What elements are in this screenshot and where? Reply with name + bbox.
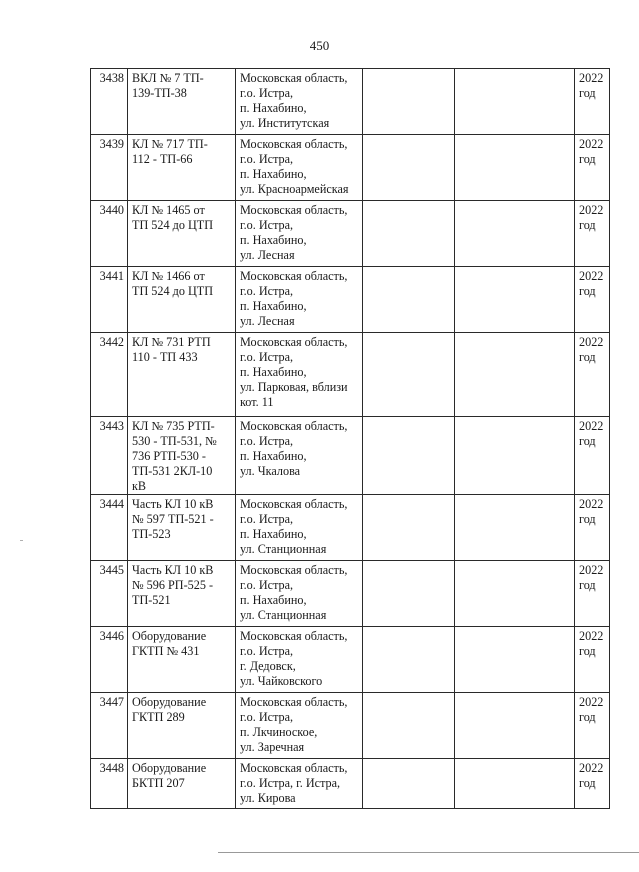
- object-name-text: КЛ № 1465 от ТП 524 до ЦТП: [132, 203, 214, 232]
- row-number-text: 3448: [99, 761, 124, 775]
- table-row: [91, 201, 610, 267]
- object-name-text: Оборудование ГКТП 289: [132, 695, 207, 724]
- empty-cell: [363, 333, 455, 417]
- year-text: 2022 год: [579, 203, 604, 232]
- year-text: 2022 год: [579, 629, 604, 658]
- object-name-text: Часть КЛ 10 кВ № 596 РП-525 - ТП-521: [132, 563, 214, 607]
- object-name-text: ВКЛ № 7 ТП- 139-ТП-38: [132, 71, 204, 100]
- scan-speck: [20, 540, 23, 541]
- table-row: [91, 561, 610, 627]
- empty-cell: [455, 759, 575, 809]
- row-number-text: 3444: [99, 497, 124, 511]
- address-text: Московская область, г.о. Истра, п. Нахабино, ул. Лесная: [240, 269, 348, 328]
- table-row: [91, 495, 610, 561]
- year-text: 2022 год: [579, 137, 604, 166]
- object-name-text: Часть КЛ 10 кВ № 597 ТП-521 - ТП-523: [132, 497, 214, 541]
- row-number-cell: [91, 267, 128, 333]
- object-name-cell: [128, 759, 236, 809]
- year-text: 2022 год: [579, 497, 604, 526]
- address-cell: [236, 201, 363, 267]
- address-text: Московская область, г.о. Истра, п. Нахабино, ул. Парковая, вблизи кот. 11: [240, 335, 348, 409]
- year-text: 2022 год: [579, 563, 604, 592]
- empty-cell: [455, 201, 575, 267]
- year-cell: [575, 201, 610, 267]
- page-number: 450: [309, 38, 330, 53]
- object-name-text: Оборудование ГКТП № 431: [132, 629, 207, 658]
- address-text: Московская область, г.о. Истра, п. Нахабино, ул. Станционная: [240, 563, 348, 622]
- row-number-cell: [91, 759, 128, 809]
- object-name-cell: [128, 693, 236, 759]
- address-text: Московская область, г.о. Истра, п. Лкчиноское, ул. Заречная: [240, 695, 348, 754]
- empty-cell: [363, 693, 455, 759]
- table-row: [91, 417, 610, 495]
- address-cell: [236, 561, 363, 627]
- row-number-text: 3446: [99, 629, 124, 643]
- year-cell: [575, 495, 610, 561]
- address-cell: [236, 267, 363, 333]
- object-name-cell: [128, 267, 236, 333]
- year-cell: [575, 333, 610, 417]
- row-number-cell: [91, 69, 128, 135]
- empty-cell: [363, 201, 455, 267]
- address-cell: [236, 759, 363, 809]
- year-cell: [575, 759, 610, 809]
- row-number-text: 3447: [99, 695, 124, 709]
- empty-cell: [455, 267, 575, 333]
- empty-cell: [455, 333, 575, 417]
- object-name-cell: [128, 561, 236, 627]
- bottom-rule: [218, 852, 639, 853]
- year-text: 2022 год: [579, 269, 604, 298]
- address-cell: [236, 693, 363, 759]
- row-number-cell: [91, 201, 128, 267]
- year-cell: [575, 267, 610, 333]
- registry-table-body: [91, 69, 610, 809]
- object-name-cell: [128, 69, 236, 135]
- year-text: 2022 год: [579, 335, 604, 364]
- address-text: Московская область, г.о. Истра, г. Дедовск, ул. Чайковского: [240, 629, 348, 688]
- empty-cell: [455, 561, 575, 627]
- empty-cell: [455, 417, 575, 495]
- address-text: Московская область, г.о. Истра, п. Нахабино, ул. Лесная: [240, 203, 348, 262]
- table-row: [91, 759, 610, 809]
- address-cell: [236, 627, 363, 693]
- address-cell: [236, 333, 363, 417]
- empty-cell: [363, 561, 455, 627]
- row-number-cell: [91, 417, 128, 495]
- row-number-text: 3440: [99, 203, 124, 217]
- table-row: [91, 267, 610, 333]
- object-name-cell: [128, 495, 236, 561]
- year-text: 2022 год: [579, 761, 604, 790]
- object-name-text: Оборудование БКТП 207: [132, 761, 207, 790]
- row-number-text: 3443: [99, 419, 124, 433]
- table-row: [91, 135, 610, 201]
- address-text: Московская область, г.о. Истра, п. Нахабино, ул. Институтская: [240, 71, 348, 130]
- empty-cell: [455, 135, 575, 201]
- empty-cell: [363, 417, 455, 495]
- empty-cell: [363, 135, 455, 201]
- row-number-cell: [91, 135, 128, 201]
- year-cell: [575, 693, 610, 759]
- row-number-text: 3439: [99, 137, 124, 151]
- address-cell: [236, 495, 363, 561]
- table-row: [91, 333, 610, 417]
- empty-cell: [455, 495, 575, 561]
- row-number-cell: [91, 561, 128, 627]
- empty-cell: [363, 759, 455, 809]
- address-text: Московская область, г.о. Истра, п. Нахабино, ул. Станционная: [240, 497, 348, 556]
- object-name-text: КЛ № 731 РТП 110 - ТП 433: [132, 335, 211, 364]
- row-number-text: 3442: [99, 335, 124, 349]
- empty-cell: [363, 267, 455, 333]
- year-cell: [575, 561, 610, 627]
- empty-cell: [455, 69, 575, 135]
- object-name-cell: [128, 333, 236, 417]
- year-text: 2022 год: [579, 695, 604, 724]
- year-text: 2022 год: [579, 71, 604, 100]
- table-row: [91, 627, 610, 693]
- empty-cell: [455, 627, 575, 693]
- empty-cell: [363, 69, 455, 135]
- row-number-text: 3438: [99, 71, 124, 85]
- object-name-text: КЛ № 1466 от ТП 524 до ЦТП: [132, 269, 214, 298]
- object-name-cell: [128, 417, 236, 495]
- year-cell: [575, 627, 610, 693]
- object-name-cell: [128, 627, 236, 693]
- address-text: Московская область, г.о. Истра, г. Истра, ул. Кирова: [240, 761, 348, 805]
- address-text: Московская область, г.о. Истра, п. Нахабино, ул. Красноармейская: [240, 137, 349, 196]
- registry-table: [90, 68, 610, 809]
- address-cell: [236, 417, 363, 495]
- empty-cell: [363, 495, 455, 561]
- row-number-cell: [91, 495, 128, 561]
- object-name-cell: [128, 135, 236, 201]
- address-cell: [236, 135, 363, 201]
- row-number-cell: [91, 333, 128, 417]
- row-number-text: 3441: [99, 269, 124, 283]
- table-row: [91, 693, 610, 759]
- address-text: Московская область, г.о. Истра, п. Нахабино, ул. Чкалова: [240, 419, 348, 478]
- object-name-cell: [128, 201, 236, 267]
- year-text: 2022 год: [579, 419, 604, 448]
- year-cell: [575, 135, 610, 201]
- empty-cell: [363, 627, 455, 693]
- row-number-cell: [91, 627, 128, 693]
- year-cell: [575, 69, 610, 135]
- table-row: [91, 69, 610, 135]
- row-number-cell: [91, 693, 128, 759]
- year-cell: [575, 417, 610, 495]
- object-name-text: КЛ № 717 ТП- 112 - ТП-66: [132, 137, 208, 166]
- row-number-text: 3445: [99, 563, 124, 577]
- empty-cell: [455, 693, 575, 759]
- object-name-text: КЛ № 735 РТП- 530 - ТП-531, № 736 РТП-530 - ТП-531 2КЛ-10 кВ: [132, 419, 217, 493]
- address-cell: [236, 69, 363, 135]
